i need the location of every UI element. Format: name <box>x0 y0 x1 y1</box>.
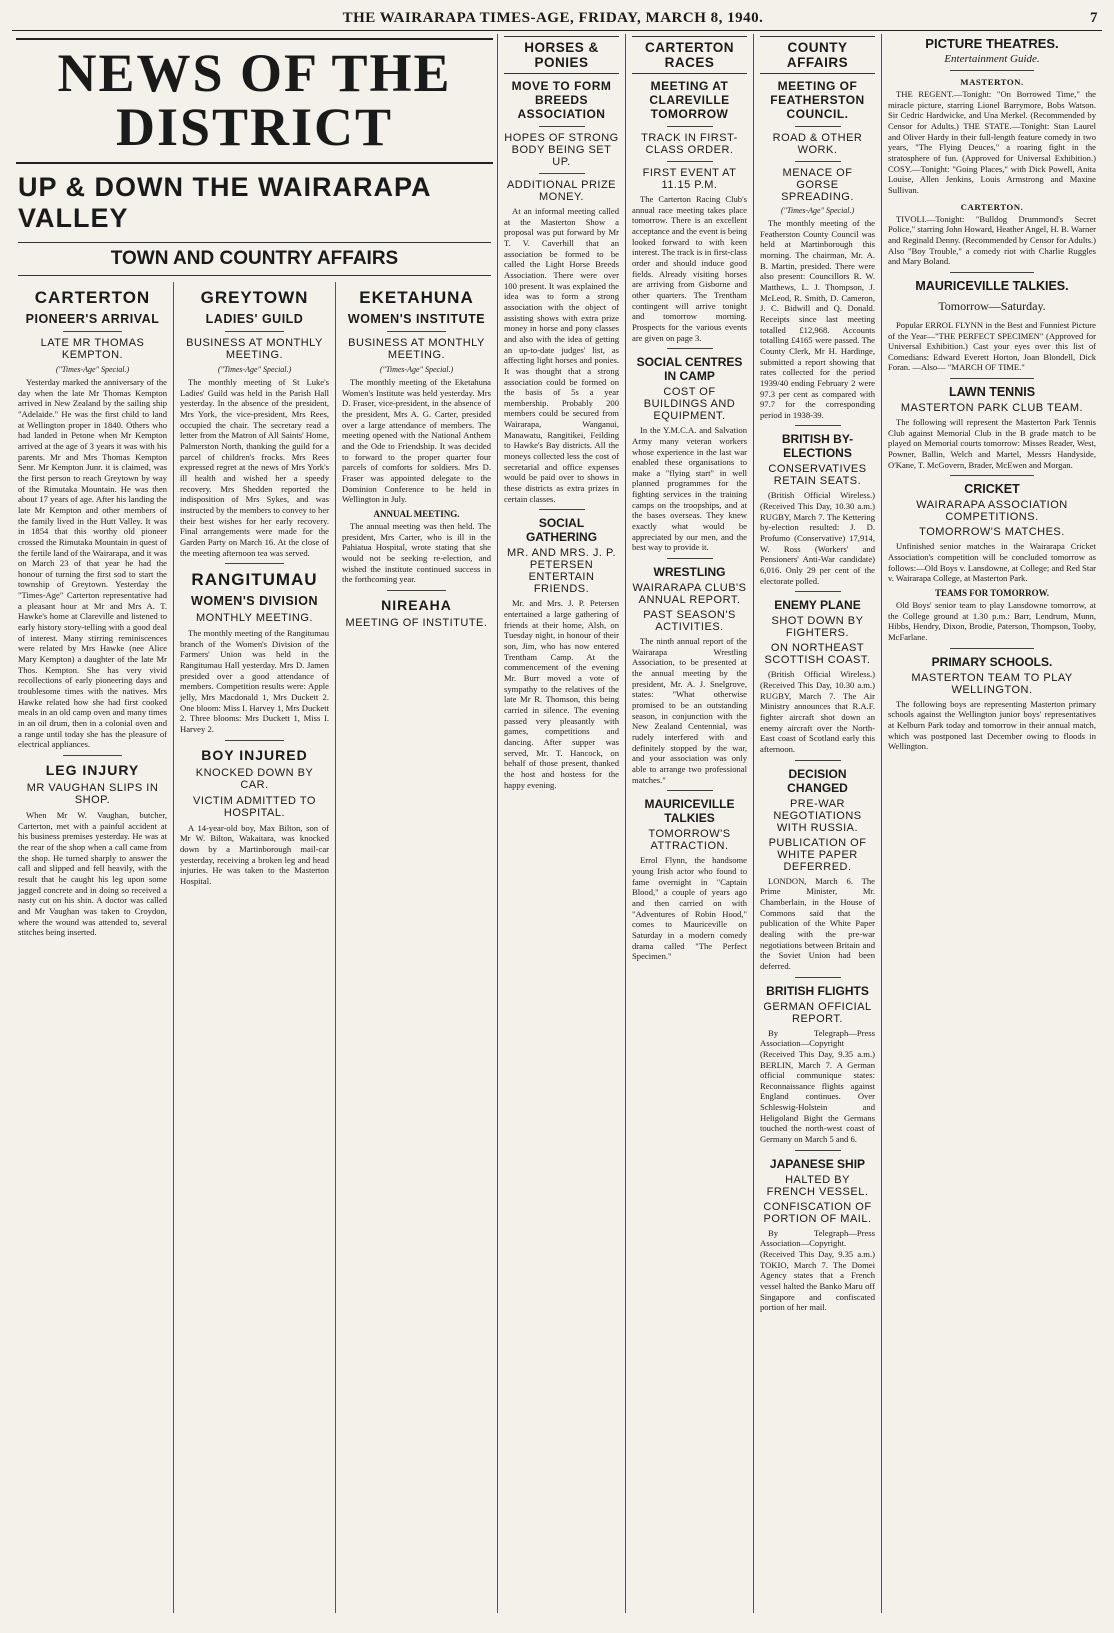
divider <box>667 558 713 559</box>
county-dateline: ("Times-Age" Special.) <box>780 206 855 215</box>
cricket-article <box>888 541 1096 584</box>
horses-article <box>504 206 619 504</box>
divider <box>795 760 841 761</box>
primary-schools-text: The following boys are representing Masterton primary schools against the Wellington junior boys' representatives at Kelburn Park today and tomorrow in their annual match, which was postponed last December owing to floods in Wellington. <box>888 698 1096 752</box>
eketahuna-article <box>342 377 491 505</box>
lawn-tennis-article <box>888 417 1096 470</box>
japanese-ship-article <box>760 1228 875 1313</box>
divider <box>795 126 841 127</box>
horses-column <box>497 34 625 1613</box>
rangitumau-text: The monthly meeting of the Rangitumau branch of the Women's Division of the Farmers' Union was held in the Rangitumau Hall yesterday. Mrs D. Jamen presided over a good attendance of members. Competition results were: Apple jelly, Mrs Macdonald 1, Mrs Duckett 2. One bloom: Miss I. Harvey 1, Mrs Duckett 2. Three blooms: Mrs Duckett 1, Miss I. Harvey 2. <box>180 628 329 735</box>
social-gathering-deck: MR. AND MRS. J. P. PETERSEN ENTERTAIN FRIENDS. <box>506 547 617 596</box>
eketahuna-subhead-2: ANNUAL MEETING. <box>373 508 460 519</box>
british-flights-heading: BRITISH FLIGHTS <box>766 983 869 998</box>
divider <box>63 331 123 332</box>
eketahuna-article-2 <box>342 521 491 585</box>
wrestling-article <box>632 636 747 785</box>
enemy-plane-deck-2: ON NORTHEAST SCOTTISH COAST. <box>764 642 871 667</box>
running-head <box>12 8 1102 31</box>
mauriceville-talkies-ad-heading: MAURICEVILLE TALKIES. <box>915 278 1069 293</box>
decision-changed-deck-2: PUBLICATION OF WHITE PAPER DEFERRED. <box>768 836 867 873</box>
divider <box>795 161 841 162</box>
british-flights-text: By Telegraph—Press Association—Copyright (Received This Day, 9.35 a.m.) BERLIN, March 7. A German official communique states: Reconnaissance flights against England continues. Over Schleswig-Holstein and Heligoland Bight the Germans touched the north-west coast of Germany on March 5 and 6. <box>760 1027 875 1145</box>
divider <box>225 740 285 741</box>
boy-injured-heading: BOY INJURED <box>201 746 308 763</box>
divider <box>667 161 713 162</box>
wrestling-text: The ninth annual report of the Wairarapa Wrestling Association, to be presented at the annual meeting by the president, Mr. A. J. Snelgrove, states: "What otherwise promised to be an outstanding season, in conjunction with the New Zealand Centennial, was rudely interfered with and definitely stopped by the war, and your association was only able to arrange two professional matches." <box>632 636 747 785</box>
lawn-tennis-deck: MASTERTON PARK CLUB TEAM. <box>900 402 1084 415</box>
races-column <box>625 34 753 1613</box>
japanese-ship-deck-2: CONFISCATION OF PORTION OF MAIL. <box>763 1200 872 1225</box>
carterton-article <box>18 377 167 750</box>
greytown-deck: LADIES' GUILD <box>205 312 304 326</box>
social-centres-heading: SOCIAL CENTRES IN CAMP <box>636 355 743 384</box>
masterton-listings <box>888 89 1096 196</box>
rangitumau-deck: WOMEN'S DIVISION <box>191 594 318 609</box>
mauriceville-ad-article <box>888 320 1096 373</box>
district-subcolumns <box>12 282 497 1613</box>
greytown-dateline: ("Times-Age" Special.) <box>217 365 292 374</box>
county-affairs-heading: COUNTY AFFAIRS <box>760 36 875 74</box>
divider <box>667 790 713 791</box>
eketahuna-text-2: The annual meeting was then held. The president, Mrs Carter, who is ill in the Pahiatua Hospital, wrote stating that she would not be seeking re-election, and wished the institute continued success in the forthcoming year. <box>342 520 491 585</box>
divider <box>950 378 1033 379</box>
boy-injured-text: A 14-year-old boy, Max Bilton, son of Mr W. Bilton, Wakaitara, was knocked down by a Martinborough mail-car yesterday, receiving a broken leg and head injuries. He was taken to the Masterton Hospital. <box>180 822 329 886</box>
wrestling-heading: WRESTLING <box>653 565 726 580</box>
japanese-ship-heading: JAPANESE SHIP <box>769 1156 866 1171</box>
newspaper-page <box>12 8 1102 1613</box>
news-of-district-block <box>12 34 497 1613</box>
divider <box>795 977 841 978</box>
races-deck-3: FIRST EVENT AT 11.15 P.M. <box>642 167 737 191</box>
mauriceville-ad-text: Popular ERROL FLYNN in the Best and Funniest Picture of the Year—"THE PERFECT SPECIMEN" (Approved for Universal Exhibition.) Cast your eyes over this list of Comedians: Edward Everett Horton, Joan Blondell, Dick Foran. —Also— "MARCH OF TIME." <box>888 319 1096 373</box>
horses-deck-1: MOVE TO FORM BREEDS ASSOCIATION <box>511 79 612 121</box>
divider <box>225 563 285 564</box>
decision-changed-article <box>760 876 875 972</box>
lawn-tennis-text: The following will represent the Masterton Park Tennis Club against Memorial Club in the B grade match to be played on Memorial courts tomorrow: Misses Reader, West, Powner, Ballin, Welch and Martel, Messrs Handyside, O'Kane, T. McGovern, Brader, McEwen and Morgan. <box>888 417 1096 470</box>
leg-injury-deck: MR VAUGHAN SLIPS IN SHOP. <box>26 781 159 806</box>
masterton-listings-text: THE REGENT.—Tonight: "On Borrowed Time," the miracle picture, starring Lionel Barrymore, Bobs Watson. Sir Cedric Hardwicke, and Una Merkel. (Recommended by Censor for Adults.) THE STATE.—Tonight: Stan Laurel and Oliver Hardy in their full-length feature comedy in two years, "The Flying Deuces," a roaring fight in the stratosphere of fun. (Approved for Universal Exhibition.) COSY.—Tonight: "Going Places," with Dick Powell, Anita Louise, Allen Jenkins, Louis Armstrong and Maxine Sullivan. <box>888 89 1096 195</box>
cricket-subhead: TEAMS FOR TOMORROW. <box>934 588 1050 599</box>
social-centres-article <box>632 425 747 553</box>
rangitumau-article <box>180 628 329 735</box>
greytown-heading: GREYTOWN <box>200 288 309 307</box>
greytown-article <box>180 377 329 558</box>
carterton-listings <box>888 214 1096 267</box>
lawn-tennis-heading: LAWN TENNIS <box>948 385 1036 400</box>
boy-injured-subhead: VICTIM ADMITTED TO HOSPITAL. <box>193 794 316 819</box>
mauriceville-tomorrow: Tomorrow—Saturday. <box>938 298 1046 313</box>
social-centres-text: In the Y.M.C.A. and Salvation Army many veteran workers whose experience in the last war enabled these organisations to make a "flying start" in well planned programmes for the fighting services in the training camps on the troopships, and at the bases overseas. They knew exactly what would be appreciated by our men, and the best way to provide it. <box>632 425 747 553</box>
greytown-subhead: BUSINESS AT MONTHLY MEETING. <box>186 337 323 361</box>
eketahuna-subhead: BUSINESS AT MONTHLY MEETING. <box>348 337 485 361</box>
enemy-plane-deck: SHOT DOWN BY FIGHTERS. <box>771 615 864 640</box>
leg-injury-heading: LEG INJURY <box>45 761 140 778</box>
eketahuna-deck: WOMEN'S INSTITUTE <box>347 312 486 326</box>
divider <box>950 272 1033 273</box>
boy-injured-deck: KNOCKED DOWN BY CAR. <box>195 766 314 791</box>
japanese-ship-text: By Telegraph—Press Association—Copyright. (Received This Day, 9.35 a.m.) TOKIO, March 7. The Domei Agency states that a French vessel halted the Banko Maru off Singapore and confiscated portion of her mail. <box>760 1227 875 1313</box>
boy-injured-article <box>180 823 329 887</box>
british-flights-article <box>760 1028 875 1145</box>
primary-schools-heading: PRIMARY SCHOOLS. <box>931 654 1053 669</box>
nireaha-heading: NIREAHA <box>381 596 452 613</box>
banner-headline: UP & DOWN THE WAIRARAPA VALLEY <box>18 172 431 233</box>
page-columns <box>12 34 1102 1613</box>
divider <box>63 755 123 756</box>
venue-carterton: CARTERTON. <box>960 201 1024 212</box>
social-centres-deck: COST OF BUILDINGS AND EQUIPMENT. <box>643 386 736 423</box>
mauriceville-talkies-heading: MAURICEVILLE TALKIES <box>644 797 735 826</box>
wrestling-deck: WAIRARAPA CLUB'S ANNUAL REPORT. <box>632 582 747 607</box>
horses-deck-3: ADDITIONAL PRIZE MONEY. <box>506 179 617 203</box>
cricket-text: Unfinished senior matches in the Wairarapa Cricket Association's competition will be concluded tomorrow as follows:—Old Boys v. Lansdowne, at College; and Red Star v. Wairarapa College, at Masterton Park. <box>888 541 1096 584</box>
horses-text: At an informal meeting called at the Masterton Show a proposal was put forward by Mr T. V. Caverhill that an association be formed to be called the Light Horse Breeds Association. There were over 100 present. It was explained the idea was to form a strong association with the object of assisting shows with extra prize money in horse and pony classes and also with the idea of getting an up-to-date judges' list, as affecting light horses and ponies. It was thought that a strong association could be formed on the basis of 5s a year membership. Probably 200 members could be secured from Wairarapa, Wanganui, Manawatu, Rangitikei, Feilding to Hawke's Bay districts. All the moneys collected less the cost of secretarial and office expenses would be paid over to shows in these districts as extra prizes in certain classes. <box>504 206 619 504</box>
races-article <box>632 194 747 343</box>
divider <box>795 591 841 592</box>
carterton-column <box>12 282 173 1613</box>
divider <box>387 590 447 591</box>
greytown-text: The monthly meeting of St Luke's Ladies' Guild was held in the Parish Hall yesterday. In the absence of the president, Mrs York, the vice-president, Mrs Rees, occupied the chair. The secretary read a letter from the Matron of All Saints' Home, Palmerston North, thanking the guild for a parcel of children's frocks. Mrs Rees expressed regret at the news of Mrs York's ill health and wished her a speedy recovery. Mrs Shedden reported the indisposition of Mrs Sykes, and was instructed by the members to convey to her their best wishes for her early recovery. Final arrangements were made for the Garden Party on March 16. At the close of the meeting afternoon tea was served. <box>180 377 329 558</box>
picture-theatres-column <box>881 34 1102 1613</box>
county-article <box>760 218 875 420</box>
divider <box>225 331 285 332</box>
mauriceville-talkies-text: Errol Flynn, the handsome young Irish actor who found to fame overnight in "Captain Blood," a couple of years ago and then carried on with "Adventures of Robin Hood," comes to Mauriceville on Saturday in a modern comedy drama called "The Perfect Specimen." <box>632 855 747 962</box>
divider <box>539 173 585 174</box>
carterton-subhead: LATE MR THOMAS KEMPTON. <box>40 337 145 361</box>
social-gathering-heading: SOCIAL GATHERING <box>525 516 598 545</box>
japanese-ship-deck: HALTED BY FRENCH VESSEL. <box>766 1173 869 1198</box>
county-deck-3: MENACE OF GORSE SPREADING. <box>781 167 854 203</box>
horses-deck-2: HOPES OF STRONG BODY BEING SET UP. <box>504 132 619 168</box>
carterton-dateline: ("Times-Age" Special.) <box>55 365 130 374</box>
decision-changed-text: LONDON, March 6. The Prime Minister, Mr. Chamberlain, in the House of Commons said that the publication of the White Paper dealing with the pre-war negotiations between Britain and the Soviet Union had been deferred. <box>760 875 875 971</box>
carterton-deck: PIONEER'S ARRIVAL <box>25 312 160 326</box>
divider <box>667 348 713 349</box>
primary-schools-article <box>888 699 1096 752</box>
races-text: The Carterton Racing Club's annual race meeting takes place tomorrow. There is an excellent acceptance and the event is being looked forward to with keen interest. The track is in first-class order and should induce good fields. Already visiting horses are arriving from Gisborne and other quarters. The Trentham contingent will arrive tonight and tomorrow morning. Prospects for the various events are given on page 3. <box>632 194 747 343</box>
decision-changed-deck: PRE-WAR NEGOTIATIONS WITH RUSSIA. <box>773 797 862 834</box>
masthead: NEWS OF THE DISTRICT <box>16 38 493 164</box>
venue-masterton: MASTERTON. <box>960 77 1024 87</box>
divider <box>795 425 841 426</box>
sub-banner: TOWN AND COUNTRY AFFAIRS <box>18 242 491 276</box>
mauriceville-talkies-deck: TOMORROW'S ATTRACTION. <box>648 828 731 853</box>
leg-injury-article <box>18 810 167 938</box>
by-elections-article <box>760 490 875 586</box>
british-flights-deck: GERMAN OFFICIAL REPORT. <box>763 1000 872 1025</box>
primary-schools-deck: MASTERTON TEAM TO PLAY WELLINGTON. <box>911 671 1073 696</box>
social-gathering-text: Mr. and Mrs. J. P. Petersen entertained a large gathering of friends at their home, Alsh, on Tuesday night, in honour of their son, Jim, who has now entered Trentham Camp. At the commencement of the evening Mr. Burr moved a vote of sympathy to the relatives of the late Mr R. Thomson, this being carried in silence. The evening passed very pleasantly with games, competitions and dancing. After supper was served, Mr. T. Hancock, on behalf of those present, thanked the host and hostess for the happy evening. <box>504 598 619 790</box>
newspaper-dateline: THE WAIRARAPA TIMES-AGE, FRIDAY, MARCH 8, 1940. <box>342 9 764 26</box>
divider <box>795 1150 841 1151</box>
picture-theatres-heading: PICTURE THEATRES. <box>925 36 1059 51</box>
county-deck-1: MEETING OF FEATHERSTON COUNCIL. <box>770 79 865 121</box>
divider <box>539 509 585 510</box>
by-elections-deck: CONSERVATIVES RETAIN SEATS. <box>768 463 867 488</box>
rangitumau-heading: RANGITUMAU <box>191 570 318 590</box>
enemy-plane-article <box>760 669 875 754</box>
by-elections-heading: BRITISH BY-ELECTIONS <box>781 432 854 461</box>
divider <box>387 331 447 332</box>
horses-heading: HORSES & PONIES <box>504 36 619 74</box>
divider <box>667 126 713 127</box>
entertainment-guide: Entertainment Guide. <box>944 53 1040 65</box>
by-elections-text: (British Official Wireless.) (Received This Day, 10.30 a.m.) RUGBY, March 7. The Kettering by-election resulted: J. D. Profumo (Conservative) 17,914, W. Ross (Workers' and Pensioners' Anti-War candidate) 6,016. Only 29 per cent of the electorate polled. <box>760 490 875 586</box>
decision-changed-heading: DECISION CHANGED <box>787 766 848 795</box>
divider <box>539 126 585 127</box>
cricket-text-2: Old Boys' senior team to play Lansdowne tomorrow, at the College ground at 1.30 p.m.: Barr, Lendrum, Munn, Hibbs, Hendry, Dixon, Brodie, Paterson, Thompson, Tooby, McFarlane. <box>888 600 1096 642</box>
county-text: The monthly meeting of the Featherston County Council was held at Martinborough this morning. The chairman, Mr. A. B. Martin, presided. There were also present: Councillors R. W. Matthews, L. J. Thompson, J. McLeod, R. Smith, D. Cameron, J. C. Bidwill and Q. Donald. Receipts since last meeting totalled £12,968. Accounts totalling £4165 were passed. The County Clerk, Mr H. Hardinge, submitted a report showing that rates collected for the period 1939/40 ending February 2 were 97.3 per cent as compared with 97.7 for the corresponding period in 1938-39. <box>760 218 875 420</box>
eketahuna-text: The monthly meeting of the Eketahuna Women's Institute was held yesterday. Mrs D. Fraser, vice-president, in the absence of the president, Mrs A. G. Carter, presided over a large attendance of members. The meeting opened with the National Anthem and the Ode to Friendship. It was decided to forward to the proper quarter four parcels of comforts for soldiers. Mrs D. Fraser was appointed delegate to the Dominion Conference to be held in Wellington in July. <box>342 377 491 505</box>
leg-injury-text: When Mr W. Vaughan, butcher, Carterton, met with a painful accident at his business premises yesterday. He was at the rear of the shop when a call came from the shop. He turned sharply to answer the call and slipped and fell heavily, with the result that he caught his leg upon some jagged concrete and in doing so received a nasty cut on his shin. A doctor was called and Mr Vaughan was taken to Croydon, where the wound was attended to, several stitches being inserted. <box>18 809 167 938</box>
carterton-listings-text: TIVOLI.—Tonight: "Bulldog Drummond's Secret Police," starring John Howard, Heather Angel, H. B. Warner and Reginald Denny. (Recommended by Censor for Adults.) Also "Boy Trouble," a comedy riot with Charlie Ruggles and Mary Boland. <box>888 213 1096 267</box>
cricket-heading: CRICKET <box>964 482 1020 497</box>
cricket-article-2 <box>888 600 1096 643</box>
divider <box>950 70 1033 71</box>
enemy-plane-heading: ENEMY PLANE <box>774 598 861 613</box>
races-deck-2: TRACK IN FIRST-CLASS ORDER. <box>641 132 738 156</box>
social-gathering-article <box>504 598 619 790</box>
divider <box>950 648 1033 649</box>
carterton-text: Yesterday marked the anniversary of the day when the late Mr Thomas Kempton arrived in New Zealand by the sailing ship "Adelaide." He was the first child to land at Wellington proper in 1840. Others who had landed in Petone when Mr Kempton arrived at the age of 3 years it was with his parents. Mr and Mrs Thomas Kempton Senr. Mr Kempton Junr. it is claimed, was the first person to reach Greytown by way of the Rimutaka Mountain. He was then about 17 years of age. After his landing the late Mr Kempton and other members of the family lived in the Hutt Valley. It was in 1854 that this worthy old pioneer crossed the Rimutaka Mountain in quest of the fertile land of the Wairarapa, and it was on March 23 of that year he had the honour of turning the first sod to start the township of Greytown. Yesterday the "Times-Age" Carterton representative had a pleasant hour at Mr and Mrs A. T. Hawke's home at Clareville and listened to early history story-telling with a good deal of interest. Many stirring reminiscences were related by Mrs Hawke (nee Alice Mary Kempton) a daughter of the late Mr Thos. Kempton. She has very vivid recollections of early pioneering days and troublesome times with the natives. Mrs Hawke related how she had first cooked meals in an old camp oven and many times in an oil drum, then in a colonial oven and a range until today she has the pleasure of electrical appliances. <box>18 377 167 750</box>
mauriceville-talkies-article <box>632 855 747 962</box>
county-affairs-column <box>753 34 881 1613</box>
divider <box>950 475 1033 476</box>
county-deck-2: ROAD & OTHER WORK. <box>772 132 863 156</box>
cricket-deck: WAIRARAPA ASSOCIATION COMPETITIONS. <box>916 499 1068 524</box>
eketahuna-column <box>335 282 497 1613</box>
cricket-deck-2: TOMORROW'S MATCHES. <box>919 526 1065 539</box>
eketahuna-dateline: ("Times-Age" Special.) <box>379 365 454 374</box>
greytown-column <box>173 282 335 1613</box>
carterton-heading: CARTERTON <box>34 288 151 307</box>
page-number: 7 <box>1090 9 1098 26</box>
races-deck-1: MEETING AT CLAREVILLE TOMORROW <box>649 79 730 121</box>
races-heading: CARTERTON RACES <box>632 36 747 74</box>
wrestling-deck-2: PAST SEASON'S ACTIVITIES. <box>643 609 736 634</box>
rangitumau-subhead: MONTHLY MEETING. <box>196 612 313 625</box>
enemy-plane-text: (British Official Wireless.) (Received This Day, 10.30 a.m.) RUGBY, March 7. The Air Ministry announces that R.A.F. fighter aircraft shot down an enemy aircraft over the North-East coast of Scotland early this afternoon. <box>760 669 875 754</box>
eketahuna-heading: EKETAHUNA <box>359 288 474 307</box>
nireaha-deck: MEETING OF INSTITUTE. <box>345 616 488 629</box>
